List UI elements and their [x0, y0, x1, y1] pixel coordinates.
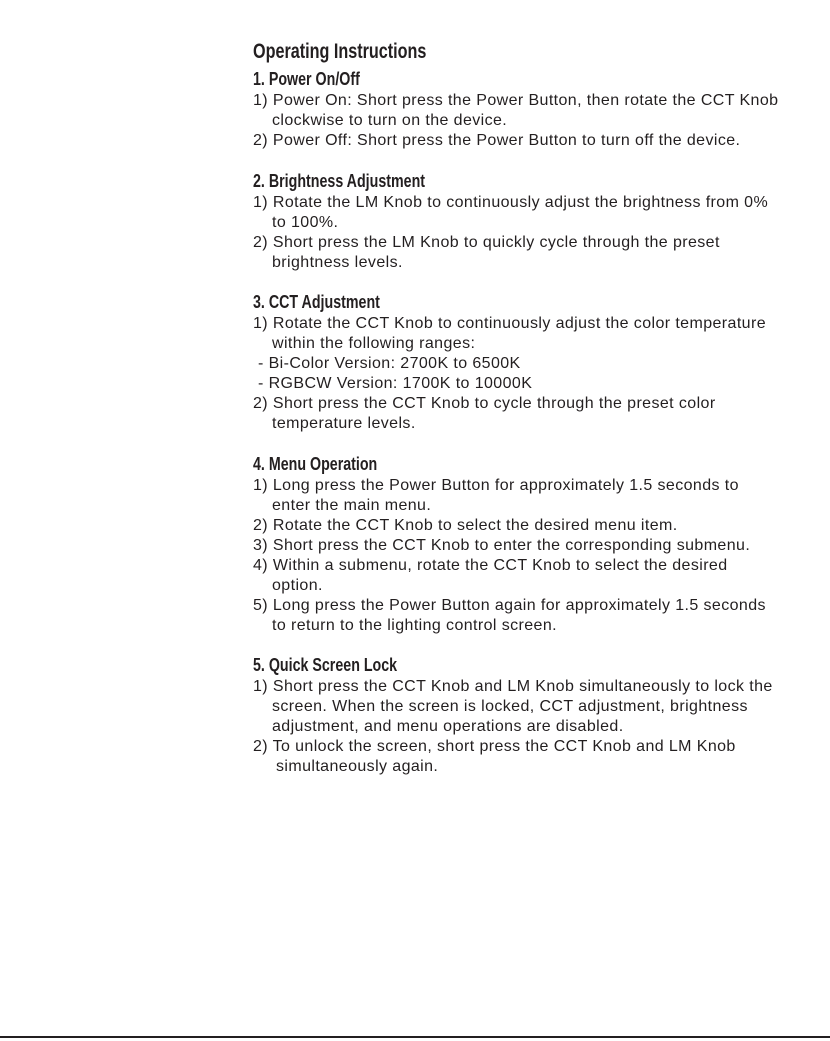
section-heading-row	[253, 654, 823, 676]
instruction-line: 2) To unlock the screen, short press the CCT Knob and LM Knob	[253, 738, 736, 755]
section-heading: 3. CCT Adjustment	[253, 291, 380, 312]
instruction-line: 4) Within a submenu, rotate the CCT Knob to select the desired	[253, 556, 728, 574]
instruction-item	[253, 394, 823, 434]
instruction-item	[253, 677, 823, 737]
section-heading: 1. Power On/Off	[253, 68, 360, 89]
range-list-item: - RGBCW Version: 1700K to 10000K	[258, 375, 533, 392]
instruction-item	[253, 131, 823, 151]
section-heading: 4. Menu Operation	[253, 452, 378, 474]
instruction-item	[253, 536, 823, 556]
instruction-item	[253, 193, 823, 233]
instruction-line-continued: option.	[272, 576, 323, 594]
instruction-line: 2) Rotate the CCT Knob to select the desired menu item.	[253, 516, 678, 534]
section-heading-row	[253, 453, 823, 475]
instruction-section-power	[253, 68, 823, 151]
instruction-line-continued: simultaneously again.	[276, 758, 439, 775]
instruction-line: 1) Short press the CCT Knob and LM Knob simultaneously to lock the	[253, 678, 773, 695]
instruction-item	[253, 596, 823, 636]
document-title: Operating Instructions	[253, 40, 427, 63]
instruction-line: 1) Rotate the LM Knob to continuously adjust the brightness from 0%	[253, 193, 769, 211]
instruction-line: 5) Long press the Power Button again for approximately 1.5 seconds	[253, 596, 766, 614]
instruction-section-screen-lock	[253, 654, 823, 777]
page-bottom-rule	[0, 1036, 830, 1038]
instruction-section-brightness	[253, 170, 823, 273]
instruction-line-continued: clockwise to turn on the device.	[272, 112, 508, 129]
instruction-item	[253, 737, 823, 777]
instruction-line: 2) Power Off: Short press the Power Button to turn off the device.	[253, 132, 741, 149]
instruction-line-continued: within the following ranges:	[272, 335, 476, 352]
instruction-item	[253, 556, 823, 596]
section-heading: 5. Quick Screen Lock	[253, 654, 398, 675]
instruction-item	[253, 516, 823, 536]
instruction-item	[253, 233, 823, 273]
instruction-line: 2) Short press the LM Knob to quickly cycle through the preset	[253, 233, 720, 251]
instruction-line-continued: screen. When the screen is locked, CCT adjustment, brightness	[272, 698, 748, 715]
instruction-section-cct	[253, 291, 823, 434]
document-title-row	[253, 39, 823, 65]
section-heading-row	[253, 291, 823, 313]
instruction-item	[253, 91, 823, 131]
section-heading-row	[253, 170, 823, 192]
instruction-item	[253, 476, 823, 516]
instruction-line-continued: temperature levels.	[272, 415, 416, 432]
instruction-section-menu	[253, 453, 823, 636]
instruction-line-continued: brightness levels.	[272, 253, 403, 271]
section-heading-row	[253, 68, 823, 90]
instruction-line: 2) Short press the CCT Knob to cycle through the preset color	[253, 395, 716, 412]
instruction-line: 1) Long press the Power Button for approximately 1.5 seconds to	[253, 476, 739, 494]
instruction-item	[253, 314, 823, 394]
instruction-line: 1) Rotate the CCT Knob to continuously adjust the color temperature	[253, 315, 766, 332]
instruction-line: 1) Power On: Short press the Power Button, then rotate the CCT Knob	[253, 92, 779, 109]
instruction-line-continued: to return to the lighting control screen.	[272, 616, 557, 634]
instruction-line-continued: to 100%.	[272, 213, 339, 231]
instruction-line-continued: enter the main menu.	[272, 496, 432, 514]
instruction-line-continued: adjustment, and menu operations are disabled.	[272, 718, 624, 735]
range-list-item: - Bi-Color Version: 2700K to 6500K	[258, 355, 521, 372]
section-heading: 2. Brightness Adjustment	[253, 169, 426, 191]
instructions-page	[253, 39, 823, 777]
instruction-line: 3) Short press the CCT Knob to enter the corresponding submenu.	[253, 536, 751, 554]
